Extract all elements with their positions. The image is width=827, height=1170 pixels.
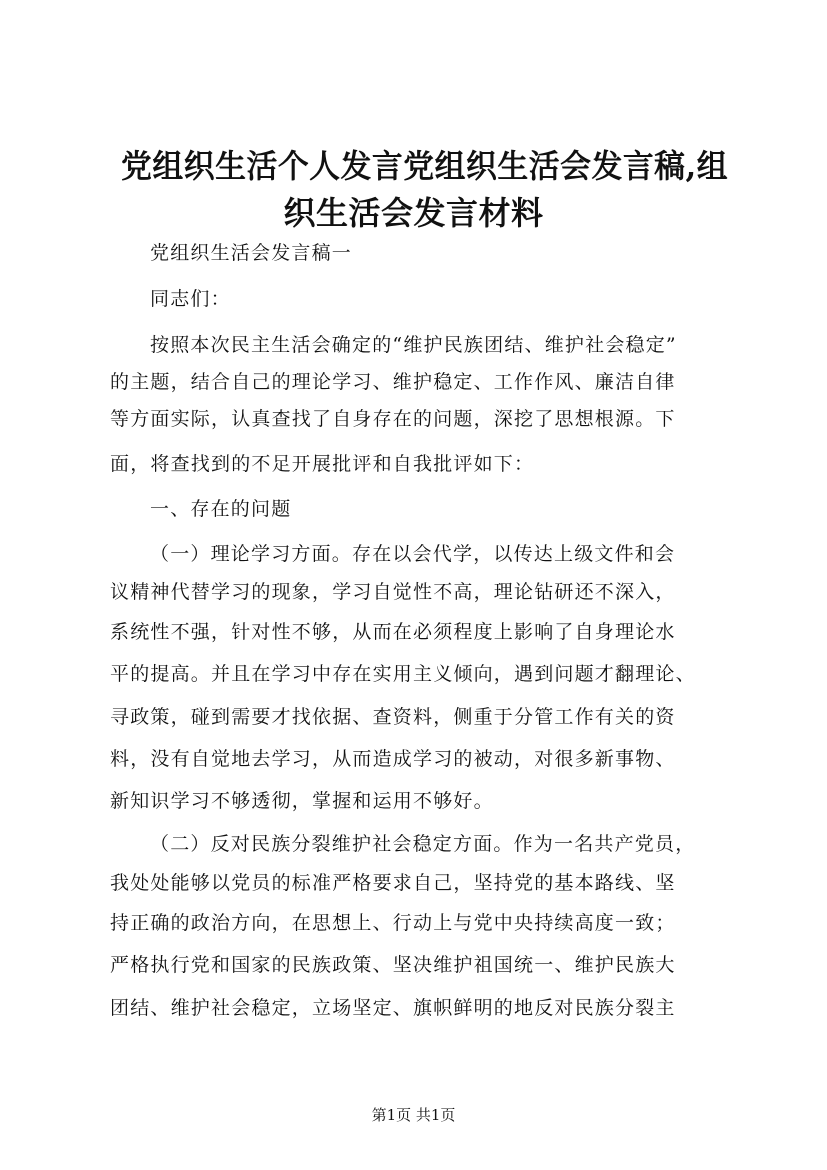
title-line-2: 织生活会发言材料: [283, 194, 544, 232]
body-line: 面，将查找到的不足开展批评和自我批评如下：: [110, 453, 535, 475]
body-line: 我处处能够以党员的标准严格要求自己，坚持党的基本路线、坚: [110, 872, 676, 894]
body-line: 寻政策，碰到需要才找依据、查资料，侧重于分管工作有关的资: [110, 706, 676, 728]
body-line: 同志们：: [150, 288, 231, 310]
body-line: 等方面实际，认真查找了自身存在的问题，深挖了思想根源。下: [110, 408, 676, 430]
body-line: 新知识学习不够透彻，掌握和运用不够好。: [110, 790, 494, 812]
body-line: 持正确的政治方向，在思想上、行动上与党中央持续高度一致；: [110, 912, 676, 934]
body-line: 团结、维护社会稳定，立场坚定、旗帜鲜明的地反对民族分裂主: [110, 997, 676, 1019]
body-line: 党组织生活会发言稿一: [150, 242, 353, 264]
body-line: 一、存在的问题: [150, 498, 292, 520]
body-line: 系统性不强，针对性不够，从而在必须程度上影响了自身理论水: [110, 621, 676, 643]
page-number-footer: 第1页 共1页: [371, 1106, 456, 1124]
body-line: 料，没有自觉地去学习，从而造成学习的被动，对很多新事物、: [110, 748, 676, 770]
body-line: 平的提高。并且在学习中存在实用主义倾向，遇到问题才翻理论、: [110, 663, 696, 685]
title-line-1: 党组织生活个人发言党组织生活会发言稿,组: [121, 147, 729, 185]
document-title: [110, 143, 729, 237]
body-line: 按照本次民主生活会确定的“维护民族团结、维护社会稳定”: [150, 334, 677, 356]
body-line: （一）理论学习方面。存在以会代学，以传达上级文件和会: [150, 543, 676, 565]
body-line: 严格执行党和国家的民族政策、坚决维护祖国统一、维护民族大: [110, 954, 676, 976]
body-line: 的主题，结合自己的理论学习、维护稳定、工作作风、廉洁自律: [110, 371, 676, 393]
body-line: （二）反对民族分裂维护社会稳定方面。作为一名共产党员，: [150, 833, 696, 855]
body-line: 议精神代替学习的现象，学习自觉性不高，理论钻研还不深入，: [110, 581, 676, 603]
